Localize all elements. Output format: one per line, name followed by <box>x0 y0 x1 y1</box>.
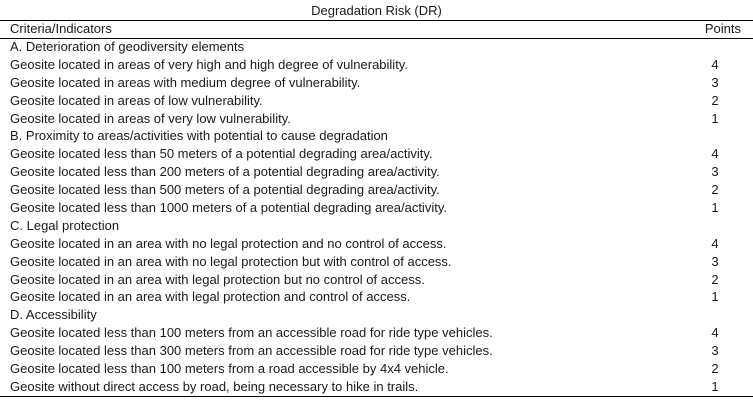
bottom-rule <box>0 396 753 397</box>
table-row <box>0 235 753 253</box>
criterion-text: Geosite located less than 300 meters from an accessible road for ride type vehicles. <box>10 343 493 359</box>
points-value: 2 <box>711 92 719 108</box>
table-row <box>0 360 753 378</box>
table-body <box>0 38 753 396</box>
table-header <box>0 20 753 38</box>
section-title: C. Legal protection <box>10 217 120 233</box>
criterion-text: Geosite located in an area with legal protection but no control of access. <box>10 271 425 287</box>
points-value: 3 <box>711 164 719 180</box>
criterion-text: Geosite located in an area with legal protection and control of access. <box>10 289 411 305</box>
criterion-text: Geosite located in areas of very low vulnerability. <box>10 110 291 126</box>
points-value: 3 <box>711 343 719 359</box>
points-value: 4 <box>711 146 719 162</box>
section-title: D. Accessibility <box>10 307 97 323</box>
table-row <box>0 163 753 181</box>
criterion-text: Geosite without direct access by road, being necessary to hike in trails. <box>10 378 419 394</box>
criterion-text: Geosite located in an area with no legal protection but with control of access. <box>10 253 452 269</box>
table-row <box>0 74 753 92</box>
criterion-text: Geosite located less than 100 meters from a road accessible by 4x4 vehicle. <box>10 361 449 377</box>
section-title: A. Deterioration of geodiversity elements <box>10 39 245 54</box>
table-row <box>0 253 753 271</box>
criterion-text: Geosite located less than 1000 meters of a potential degrading area/activity. <box>10 200 447 216</box>
points-value: 4 <box>711 325 719 341</box>
table-caption: Degradation Risk (DR) <box>311 3 442 18</box>
table-row <box>0 342 753 360</box>
table-row <box>0 110 753 128</box>
criterion-text: Geosite located in areas with medium degree of vulnerability. <box>10 74 361 90</box>
table-row <box>0 378 753 396</box>
points-value: 1 <box>711 289 719 305</box>
criterion-text: Geosite located less than 100 meters from an accessible road for ride type vehicles. <box>10 325 493 341</box>
criterion-text: Geosite located in an area with no legal protection and no control of access. <box>10 235 447 251</box>
points-value: 2 <box>711 182 719 198</box>
table-row <box>0 92 753 110</box>
table-row <box>0 324 753 342</box>
points-value: 2 <box>711 271 719 287</box>
criterion-text: Geosite located in areas of low vulnerability. <box>10 92 263 108</box>
points-value: 3 <box>711 253 719 269</box>
points-value: 4 <box>711 235 719 251</box>
points-column-header: Points <box>704 21 741 36</box>
points-value: 1 <box>711 200 719 216</box>
points-value: 1 <box>711 378 719 394</box>
table-row <box>0 145 753 163</box>
table-row <box>0 181 753 199</box>
points-value: 2 <box>711 361 719 377</box>
criterion-text: Geosite located less than 50 meters of a potential degrading area/activity. <box>10 146 433 162</box>
section-title: B. Proximity to areas/activities with potential to cause degradation <box>10 128 388 144</box>
table-row <box>0 288 753 306</box>
table-row <box>0 199 753 217</box>
points-value: 3 <box>711 74 719 90</box>
criterion-text: Geosite located less than 200 meters of a potential degrading area/activity. <box>10 164 440 180</box>
points-value: 4 <box>711 56 719 72</box>
criterion-text: Geosite located in areas of very high and high degree of vulnerability. <box>10 56 408 72</box>
table-row <box>0 56 753 74</box>
table-row <box>0 271 753 289</box>
criterion-text: Geosite located less than 500 meters of a potential degrading area/activity. <box>10 182 440 198</box>
criteria-column-header: Criteria/Indicators <box>10 21 112 36</box>
points-value: 1 <box>711 110 719 126</box>
